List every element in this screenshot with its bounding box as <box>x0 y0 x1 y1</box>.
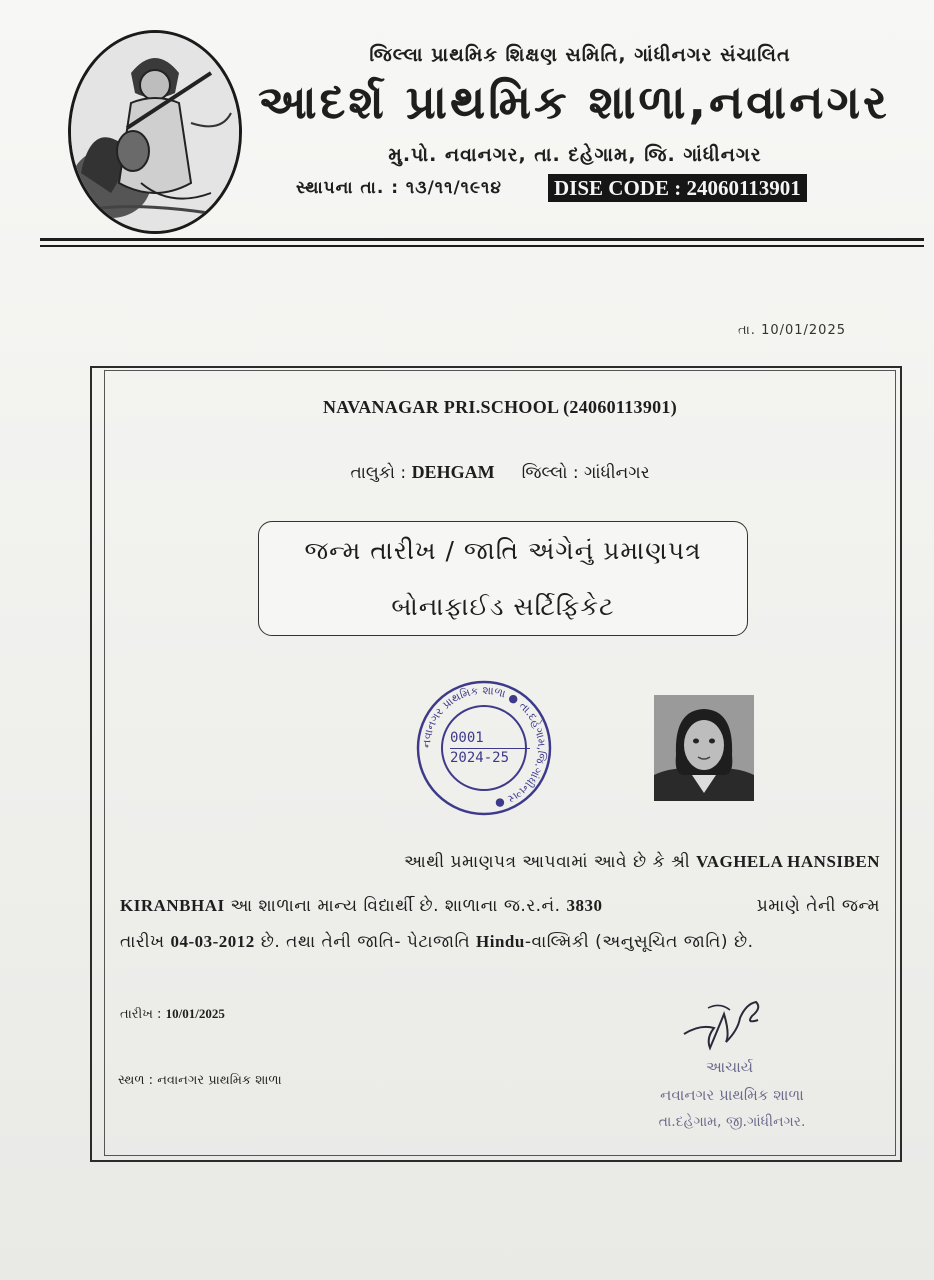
body-line3-text-b: છે. તથા તેની જાતિ- પેટાજાતિ <box>260 932 471 952</box>
body-line3-text-a: તારીખ <box>120 932 165 952</box>
caste-english: Hindu <box>476 932 525 951</box>
stamp-ring-text: નવાનગર પ્રાથમિક શાળા ● તા.દહેગામ,જિ.ગાંધીનગર ● <box>419 683 549 811</box>
header-divider <box>40 238 924 241</box>
certificate-body-line2 <box>120 896 880 916</box>
taluka-label: તાલુકો : <box>350 463 407 483</box>
date-value: 10/01/2025 <box>165 1006 225 1021</box>
birth-date: 04-03-2012 <box>170 932 255 951</box>
certificate-title-line1: જન્મ તારીખ / જાતિ અંગેનું પ્રમાણપત્ર <box>304 536 702 565</box>
stamp-number-block <box>450 730 530 766</box>
signatory-title: આચાર્ય <box>706 1058 754 1076</box>
district-label: જિલ્લો : <box>521 463 579 483</box>
stamp-year: 2024-25 <box>450 748 530 766</box>
school-address: મુ.પો. નવાનગર, તા. દહેગામ, જિ. ગાંધીનગર <box>388 144 762 166</box>
student-name-part2: KIRANBHAI <box>120 896 225 915</box>
certificate-place: સ્થળ : નવાનગર પ્રાથમિક શાળા <box>118 1073 282 1088</box>
saraswati-emblem-icon <box>68 30 242 234</box>
certificate-body-line1 <box>120 852 880 872</box>
school-name-code: NAVANAGAR PRI.SCHOOL (24060113901) <box>322 397 678 417</box>
established-date: સ્થાપના તા. : ૧૩/૧૧/૧૯૧૪ <box>296 178 502 198</box>
dise-code-badge: DISE CODE : 24060113901 <box>548 174 807 202</box>
taluka-district-line <box>100 462 900 483</box>
body-line2-text-b: પ્રમાણે તેની જન્મ <box>756 896 880 916</box>
student-photo <box>654 695 754 801</box>
issue-date: તા. 10/01/2025 <box>738 323 846 338</box>
school-title: આદર્શ પ્રાથમિક શાળા,નવાનગર <box>258 75 890 129</box>
signatory-address: તા.દહેગામ, જી.ગાંધીનગર. <box>658 1114 806 1130</box>
certificate-date <box>120 1006 225 1022</box>
signatory-school: નવાનગર પ્રાથમિક શાળા <box>660 1086 804 1104</box>
body-line2-text-a: આ શાળાના માન્ય વિદ્યાર્થી છે. શાળાના જ.ર.નં. <box>230 896 561 916</box>
date-label: તારીખ : <box>120 1007 162 1022</box>
header-subtitle: જિલ્લા પ્રાથમિક શિક્ષણ સમિતિ, ગાંધીનગર સંચાલિત <box>369 44 791 66</box>
district-value: ગાંધીનગર <box>584 463 650 483</box>
header-divider-thin <box>40 245 924 247</box>
stamp-number: 0001 <box>450 730 484 746</box>
caste-gujarati: -વાલ્મિકી (અનુસૂચિત જાતિ) છે. <box>524 932 754 952</box>
student-name-part1: VAGHELA HANSIBEN <box>696 852 880 871</box>
certificate-title-line2: બોનાફાઈડ સર્ટિફિકેટ <box>391 592 615 621</box>
gr-number: 3830 <box>566 896 603 915</box>
certificate-body-line3 <box>120 932 880 952</box>
body-intro: આથી પ્રમાણપત્ર આપવામાં આવે છે કે શ્રી <box>404 852 691 872</box>
taluka-value: DEHGAM <box>411 462 495 482</box>
principal-signature <box>680 994 766 1054</box>
